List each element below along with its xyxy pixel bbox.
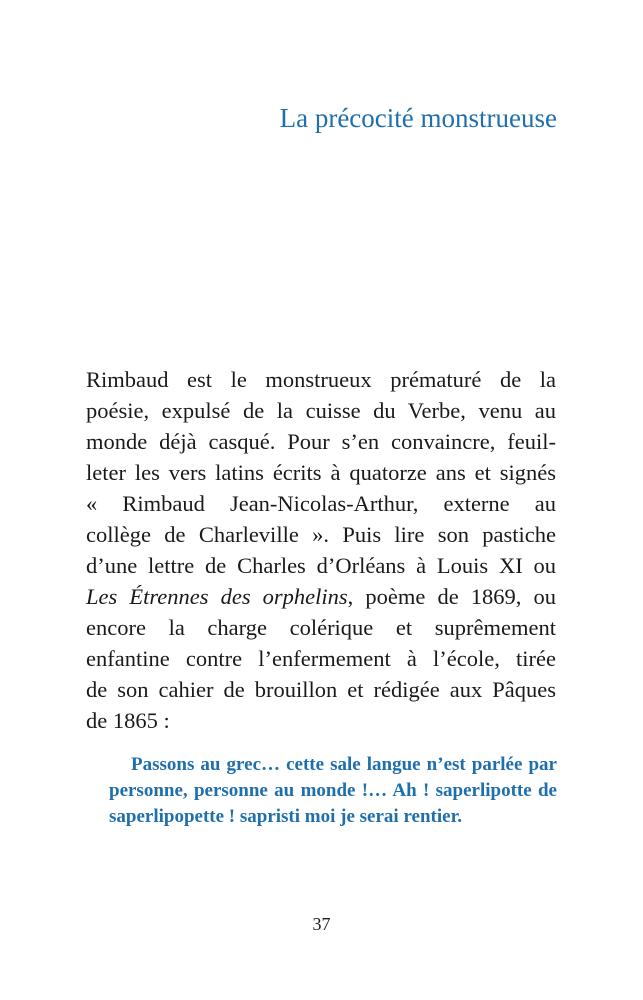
- body-line-rest: , poème de 1869, ou: [347, 584, 556, 609]
- chapter-title: La précocité monstrueuse: [279, 103, 557, 133]
- body-line-last: de 1865 :: [86, 708, 170, 733]
- quotation-block: [109, 752, 557, 830]
- page-number: 37: [312, 914, 331, 934]
- quote-line: saperlipopette ! sapristi moi je serai rentier.: [109, 806, 463, 827]
- quote-line: Passons au grec… cette sale langue n’est parlée par: [131, 754, 557, 775]
- body-line: leter les vers latins écrits à quatorze ans et signés: [86, 460, 556, 485]
- body-paragraph: [86, 364, 556, 736]
- body-line: encore la charge colérique et suprêmement: [86, 615, 556, 640]
- quote-line: personne, personne au monde !… Ah ! saperlipotte de: [109, 780, 557, 801]
- body-line: de son cahier de brouillon et rédigée aux Pâques: [86, 677, 556, 702]
- body-line: enfantine contre l’enfermement à l’école, tirée: [86, 646, 556, 671]
- poem-title: Les Étrennes des orphelins: [86, 584, 348, 609]
- body-line: poésie, expulsé de la cuisse du Verbe, venu au: [86, 398, 556, 423]
- body-line: Rimbaud est le monstrueux prématuré de la: [86, 367, 556, 392]
- body-line: collège de Charleville ». Puis lire son pastiche: [86, 522, 556, 547]
- body-line-with-title: [86, 581, 556, 612]
- body-line: « Rimbaud Jean-Nicolas-Arthur, externe au: [86, 491, 556, 516]
- body-line: monde déjà casqué. Pour s’en convaincre, feuil-: [86, 429, 556, 454]
- body-line: d’une lettre de Charles d’Orléans à Louis XI ou: [86, 553, 556, 578]
